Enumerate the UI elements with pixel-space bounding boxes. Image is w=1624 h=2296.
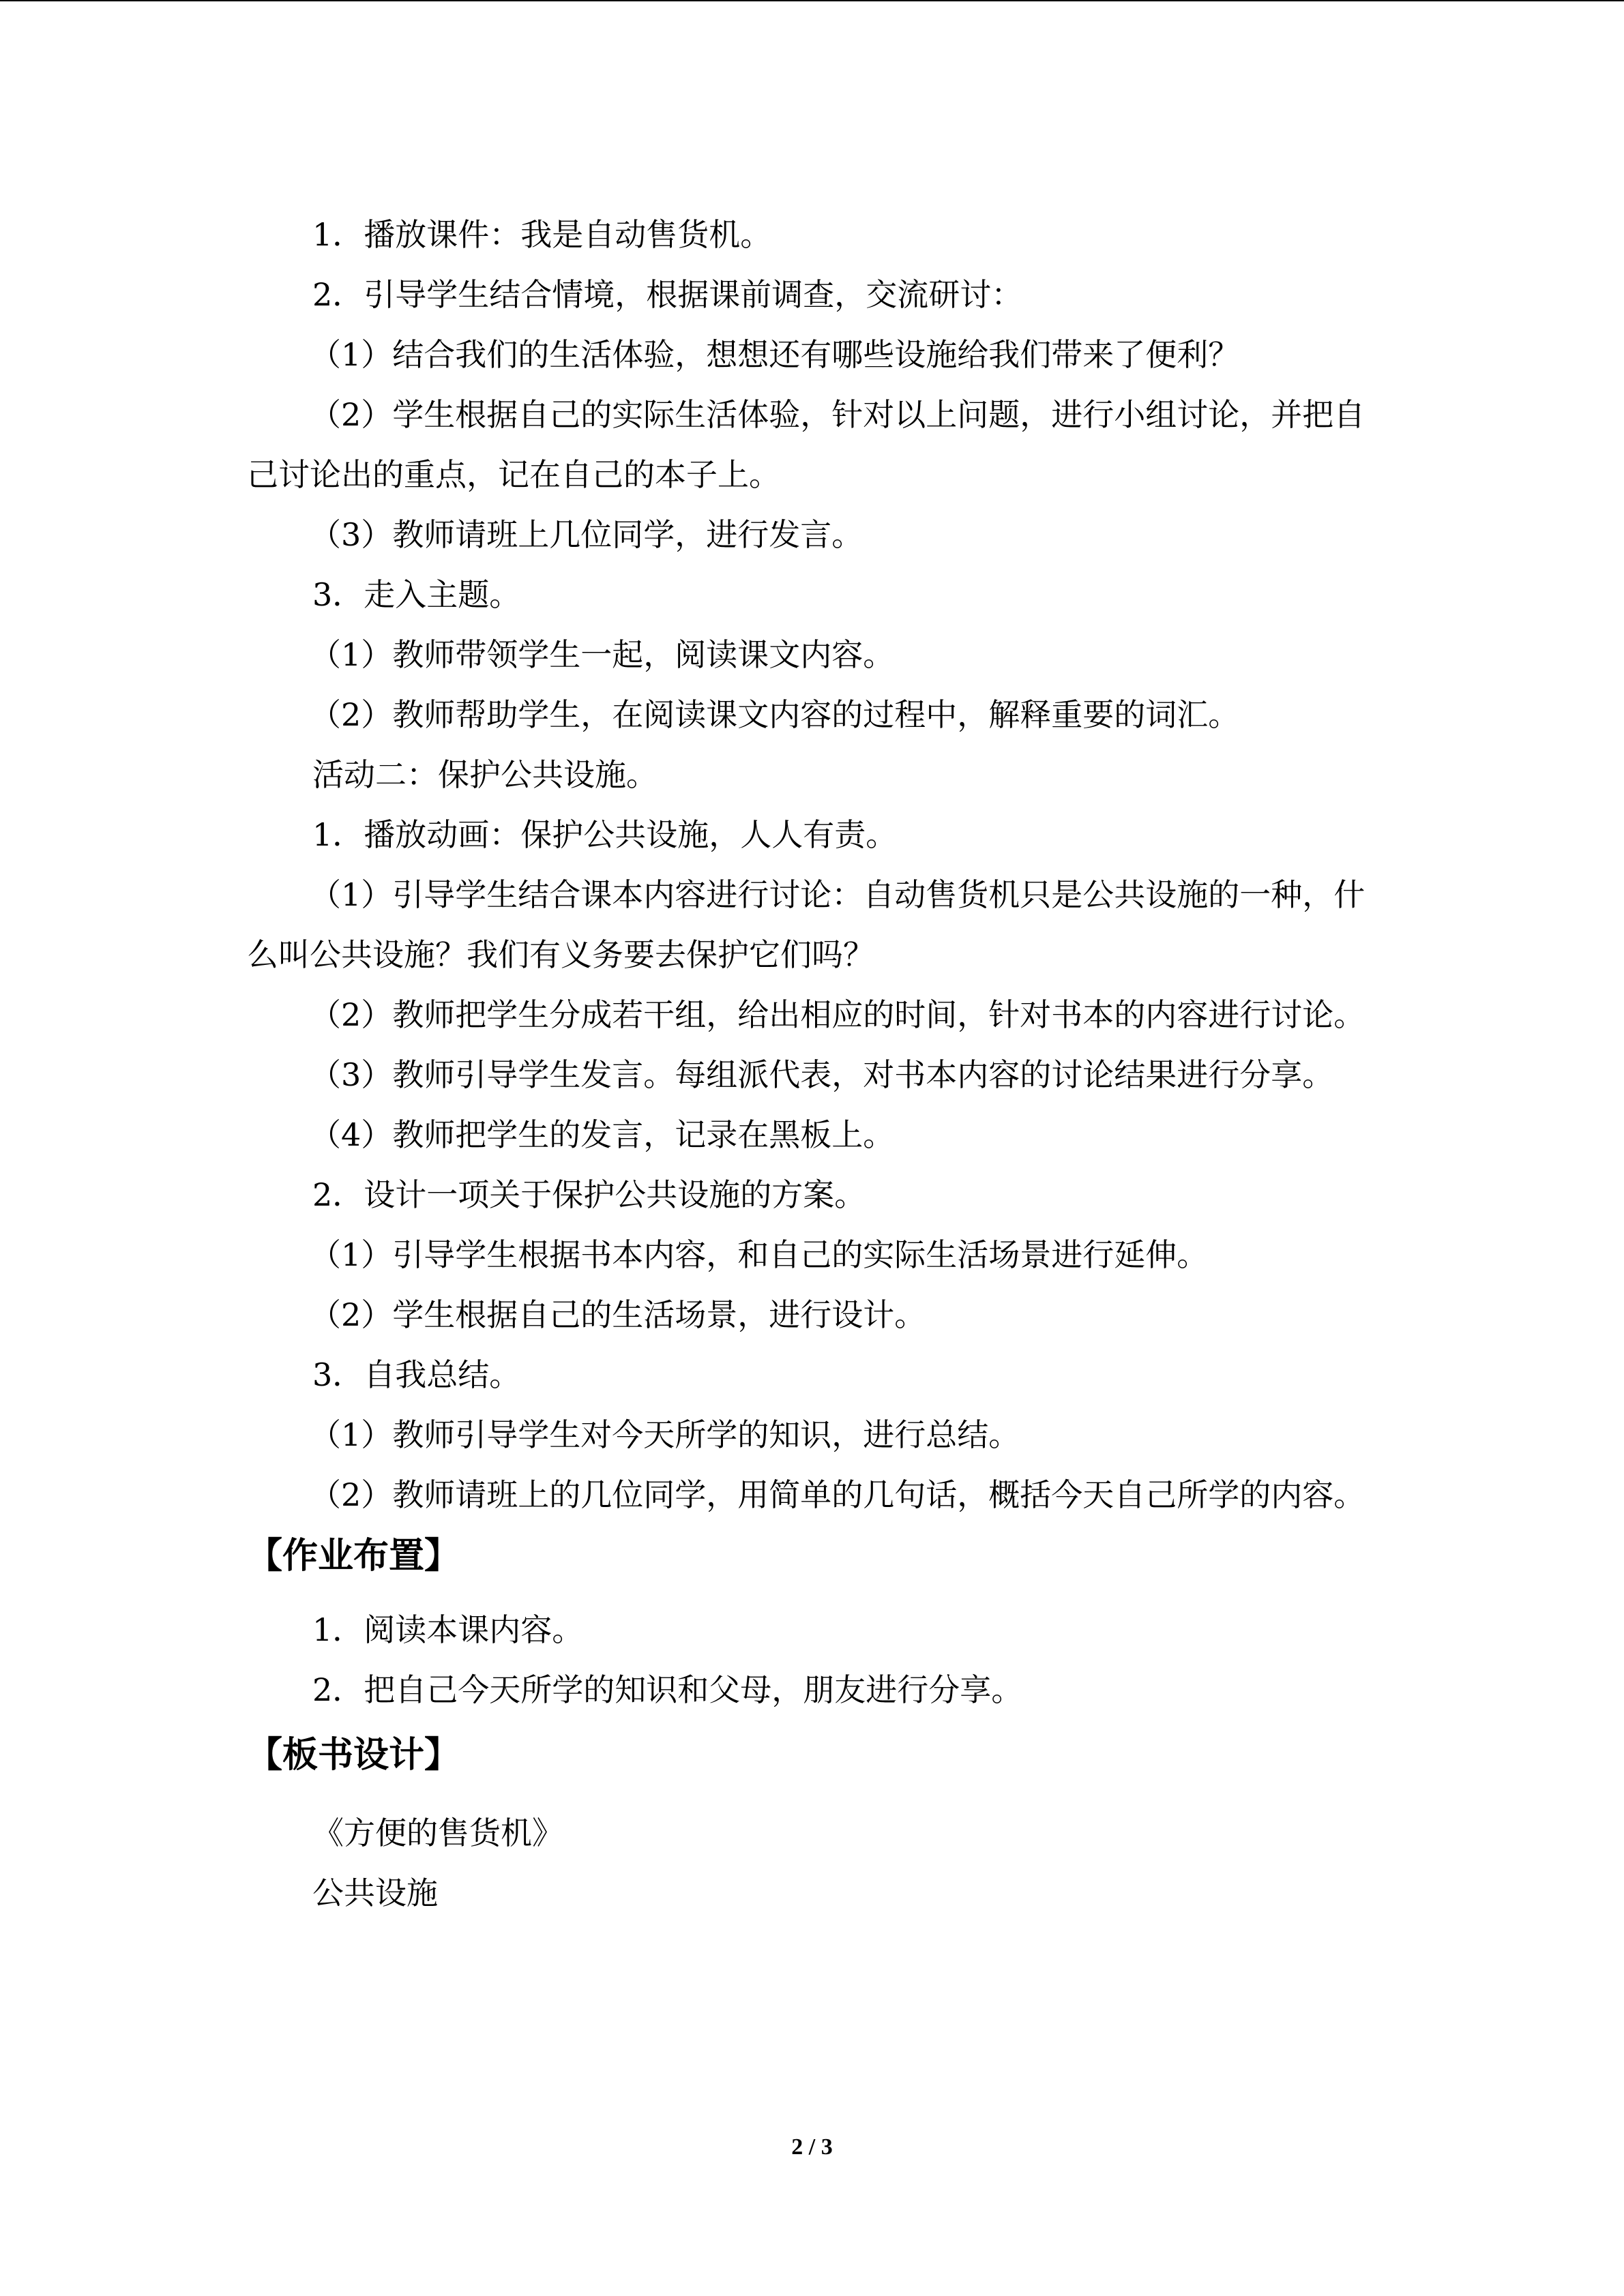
paragraph: （3）教师引导学生发言。每组派代表，对书本内容的讨论结果进行分享。	[310, 1056, 1334, 1093]
paragraph: （1）引导学生结合课本内容进行讨论：自动售货机只是公共设施的一种，什么叫公共设施？我们有义务要去保护它们吗？	[247, 876, 1365, 973]
paragraph: （4）教师把学生的发言，记录在黑板上。	[310, 1116, 895, 1153]
paragraph: （2）学生根据自己的生活场景，进行设计。	[310, 1296, 926, 1333]
homework-item: 1．阅读本课内容。	[312, 1611, 584, 1648]
page-number: 2 / 3	[791, 2134, 833, 2160]
paragraph: （1）教师带领学生一起，阅读课文内容。	[310, 636, 895, 673]
homework-section	[247, 1536, 1379, 1720]
board-heading: 【板书设计】	[247, 1735, 460, 1776]
paragraph: （1）结合我们的生活体验，想想还有哪些设施给我们带来了便利？	[310, 336, 1240, 373]
paragraph: （2）教师帮助学生，在阅读课文内容的过程中，解释重要的词汇。	[310, 696, 1240, 733]
paragraph: （2）教师把学生分成若干组，给出相应的时间，针对书本的内容进行讨论。	[310, 996, 1365, 1033]
lesson-steps	[247, 205, 1379, 1525]
paragraph: 2．引导学生结合情境，根据课前调查，交流研讨：	[312, 276, 1023, 313]
homework-heading: 【作业布置】	[247, 1536, 460, 1577]
board-item: 《方便的售货机》	[312, 1815, 563, 1851]
paragraph: （1）引导学生根据书本内容，和自己的实际生活场景进行延伸。	[310, 1236, 1209, 1273]
paragraph: （2）教师请班上的几位同学，用简单的几句话，概括今天自己所学的内容。	[310, 1476, 1365, 1513]
paragraph: （2）学生根据自己的实际生活体验，针对以上问题，进行小组讨论，并把自己讨论出的重点，记在自己的本子上。	[247, 396, 1365, 493]
paragraph: 2．设计一项关于保护公共设施的方案。	[312, 1176, 866, 1213]
paragraph: 1．播放课件：我是自动售货机。	[312, 216, 772, 253]
paragraph: 3．自我总结。	[312, 1356, 521, 1393]
top-border-line	[0, 0, 1624, 1]
activity-title: 活动二：保护公共设施。	[312, 756, 658, 793]
paragraph: （1）教师引导学生对今天所学的知识，进行总结。	[310, 1416, 1020, 1453]
paragraph: 3．走入主题。	[312, 576, 521, 613]
paragraph: 1．播放动画：保护公共设施，人人有责。	[312, 816, 898, 853]
homework-item: 2．把自己今天所学的知识和父母，朋友进行分享。	[312, 1671, 1023, 1708]
board-item: 公共设施	[312, 1875, 438, 1911]
document-page	[247, 205, 1379, 1923]
board-content	[247, 1803, 1379, 1923]
board-section	[247, 1735, 1379, 1923]
paragraph: （3）教师请班上几位同学，进行发言。	[310, 516, 863, 553]
